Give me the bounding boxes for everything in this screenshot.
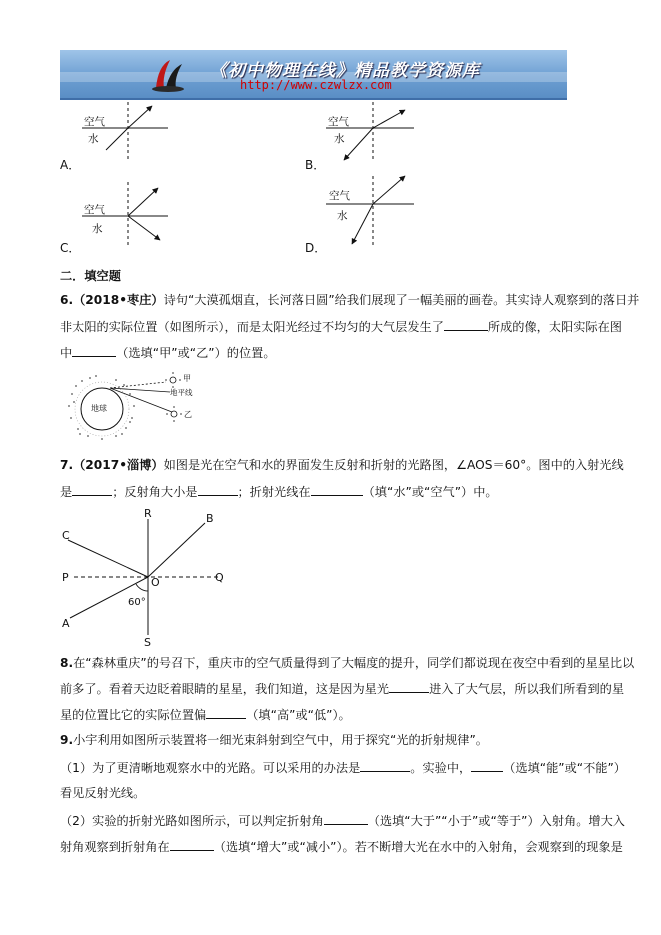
q8-blank-1[interactable] [389,680,429,693]
q9-prefix: 9. [60,733,74,747]
header-banner [60,50,567,100]
q8-text-2b: 进入了大气层，所以我们所看到的星 [429,682,625,696]
option-c-water-label: 水 [92,223,103,235]
q7-prefix: 7.（2017•淄博） [60,458,164,472]
option-a-water-label: 水 [88,133,99,145]
q8-blank-2[interactable] [206,706,246,719]
q9-text-1: 小宇利用如图所示装置将一细光束斜射到空气中，用于探究“光的折射规律”。 [73,733,488,747]
option-d-water-label: 水 [337,210,348,222]
sun-yi-icon [166,406,182,422]
option-c-label[interactable]: C． [60,241,81,255]
q7-text-2b: ；反射角大小是 [112,485,198,499]
q6-blank-2[interactable] [72,344,116,357]
q7-text-2c: ；折射光线在 [237,485,311,499]
q6-earth-label: 地球 [91,404,107,413]
q9-p2b: （选填“大于”“小于”或“等于”）入射角。增大入 [367,814,625,828]
q6-line-2 [60,318,622,335]
q7-label-q: Q [215,571,224,584]
q6-yi-label: 乙 [184,410,192,419]
q7-label-r: R [144,507,152,520]
section-heading: 二．填空题 [60,269,121,283]
q8-prefix: 8. [60,656,74,670]
q9-p3a: 射角观察到折射角在 [60,840,170,854]
q9-blank-1[interactable] [360,759,410,772]
q7-ray-figure [60,505,240,650]
q6-text-3b: （选填“甲”或“乙”）的位置。 [116,346,276,360]
q8-text-1: 在“森林重庆”的号召下，重庆市的空气质量得到了大幅度的提升，同学们都说现在夜空中看到的星星比以 [73,656,635,670]
option-a-air-label: 空气 [84,116,105,128]
q9-p2a: （2）实验的折射光路如图所示，可以判定折射角 [60,814,324,828]
q7-label-b: B [206,512,214,525]
sun-jia-icon [165,372,181,388]
q6-prefix: 6.（2018•枣庄） [60,293,164,307]
q6-text-3a: 中 [60,346,73,360]
q9-p1b: 。实验中， [410,761,472,775]
q7-label-a: A [62,617,70,630]
option-a-label[interactable]: A． [60,158,81,172]
q9-line-1 [60,732,488,748]
site-logo-icon [148,54,188,94]
q6-jia-label: 甲 [183,374,191,383]
banner-title: 《初中物理在线》精品教学资源库 [210,61,480,81]
q6-text-1: 诗句“大漠孤烟直，长河落日圆”给我们展现了一幅美丽的画卷。其实诗人观察到的落日并 [163,293,640,307]
q9-line-2 [60,759,626,776]
q7-blank-3[interactable] [311,483,363,496]
q8-text-2a: 前多了。看着天边眨着眼睛的星星，我们知道，这是因为星光 [60,682,390,696]
q7-angle-label: 60° [128,597,146,608]
banner-url[interactable]: http://www.czwlzx.com [240,78,392,92]
q9-line-3 [60,785,145,801]
q9-p1d: 看见反射光线。 [60,786,146,800]
q7-text-2a: 是 [60,485,73,499]
q6-horizon-label: 地平线 [170,388,193,397]
q8-text-3a: 星的位置比它的实际位置偏 [60,708,207,722]
q7-text-2d: （填“水”或“空气”）中。 [362,485,498,499]
q8-line-1 [60,655,634,671]
q7-label-p: P [62,571,69,584]
q6-line-3 [60,344,276,361]
q7-line-2 [60,483,498,500]
option-b-water-label: 水 [334,133,345,145]
q7-label-s: S [144,636,151,649]
q9-blank-4[interactable] [170,838,214,851]
q9-blank-2[interactable] [471,759,503,772]
q8-line-2 [60,680,624,697]
q9-blank-3[interactable] [324,812,368,825]
q7-label-o: O [151,576,160,589]
q7-text-1: 如图是光在空气和水的界面发生反射和折射的光路图，∠AOS＝60°。图中的入射光线 [163,458,624,472]
q7-blank-1[interactable] [72,483,112,496]
q7-label-c: C [62,529,70,542]
q8-line-3 [60,706,351,723]
q6-text-2b: 所成的像，太阳实际在图 [487,320,622,334]
q6-line-1 [60,292,639,308]
q9-p1a: （1）为了更清晰地观察水中的光路。可以采用的办法是 [60,761,361,775]
option-d-air-label: 空气 [329,190,350,202]
q9-line-5 [60,838,623,855]
q9-p1c: （选填“能”或“不能”） [503,761,626,775]
q6-text-2: 非太阳的实际位置（如图所示），而是太阳光经过不均匀的大气层发生了 [60,320,444,334]
q6-blank-1[interactable] [444,318,488,331]
q7-blank-2[interactable] [198,483,238,496]
option-b-label[interactable]: B． [305,158,326,172]
q9-p3b: （选填“增大”或“减小”）。若不断增大光在水中的入射角，会观察到的现象是 [213,840,623,854]
option-b-air-label: 空气 [328,116,349,128]
option-c-air-label: 空气 [84,204,105,216]
q7-line-1 [60,457,624,473]
option-d-label[interactable]: D． [305,241,327,255]
q8-text-3b: （填“高”或“低”）。 [246,708,351,722]
q9-line-4 [60,812,625,829]
